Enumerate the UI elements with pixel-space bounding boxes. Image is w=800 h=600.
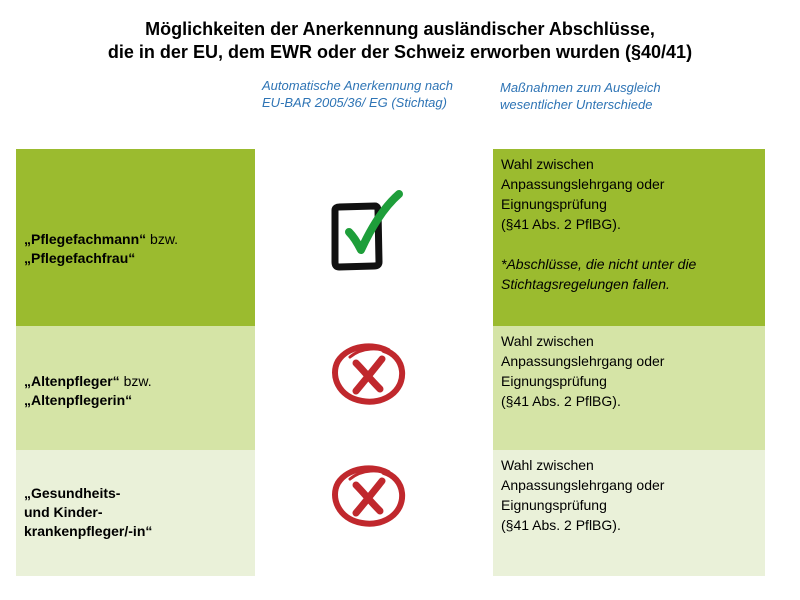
label-term-a: „Pflegefachmann“ [24,231,147,247]
footnote [501,254,763,294]
row-label [24,372,152,410]
row-altenpfleger-label-cell [16,326,255,450]
measure-line: Eignungsprüfung [501,196,607,212]
measures-text [501,331,763,411]
label-join: bzw. [119,373,152,389]
measure-line: (§41 Abs. 2 PflBG). [501,393,621,409]
row-gesundheits-label-cell [16,450,255,576]
measure-line: (§41 Abs. 2 PflBG). [501,517,621,533]
measure-line: Wahl zwischen [501,333,594,349]
cross-icon [328,463,410,529]
label-line: „Gesundheits- [24,485,121,501]
measure-line: Eignungsprüfung [501,373,607,389]
label-term-a: „Altenpfleger“ [24,373,120,389]
measure-line: Wahl zwischen [501,156,594,172]
measure-line: Eignungsprüfung [501,497,607,513]
row-pflegefachmann-measures-cell [493,149,765,326]
measures-text [501,154,763,294]
measure-line: (§41 Abs. 2 PflBG). [501,216,621,232]
subhead-auto-line-2: EU-BAR 2005/36/ EG (Stichtag) [262,95,447,110]
row-label [24,230,178,268]
subhead-measures-line-1: Maßnahmen zum Ausgleich [500,80,661,95]
footnote-line: Stichtagsregelungen fallen. [501,276,670,292]
page-title [0,18,800,64]
label-term-b: „Altenpflegerin“ [24,392,133,408]
subhead-auto-line-1: Automatische Anerkennung nach [262,78,454,93]
label-line: krankenpfleger/-in“ [24,523,153,539]
subhead-measures-line-2: wesentlicher Unterschiede [500,97,653,112]
checkmark-icon [327,188,409,272]
measure-line: Anpassungslehrgang oder [501,477,665,493]
measure-line: Anpassungslehrgang oder [501,353,665,369]
row-pflegefachmann-label-cell [16,149,255,326]
measure-line: Wahl zwischen [501,457,594,473]
label-term-b: „Pflegefachfrau“ [24,250,136,266]
title-line-1: Möglichkeiten der Anerkennung ausländischer Abschlüsse, [145,19,655,39]
cross-icon [328,341,410,407]
column-heading-automatic-recognition [262,77,492,111]
row-altenpfleger-measures-cell [493,326,765,450]
column-heading-compensation-measures [500,79,740,113]
row-label [24,484,152,541]
measure-line: Anpassungslehrgang oder [501,176,665,192]
measures-text [501,455,763,535]
label-join: bzw. [146,231,179,247]
title-line-2: die in der EU, dem EWR oder der Schweiz erworben wurden (§40/41) [107,42,693,62]
footnote-line: *Abschlüsse, die nicht unter die [501,256,697,272]
label-line: und Kinder- [24,504,103,520]
row-gesundheits-measures-cell [493,450,765,576]
